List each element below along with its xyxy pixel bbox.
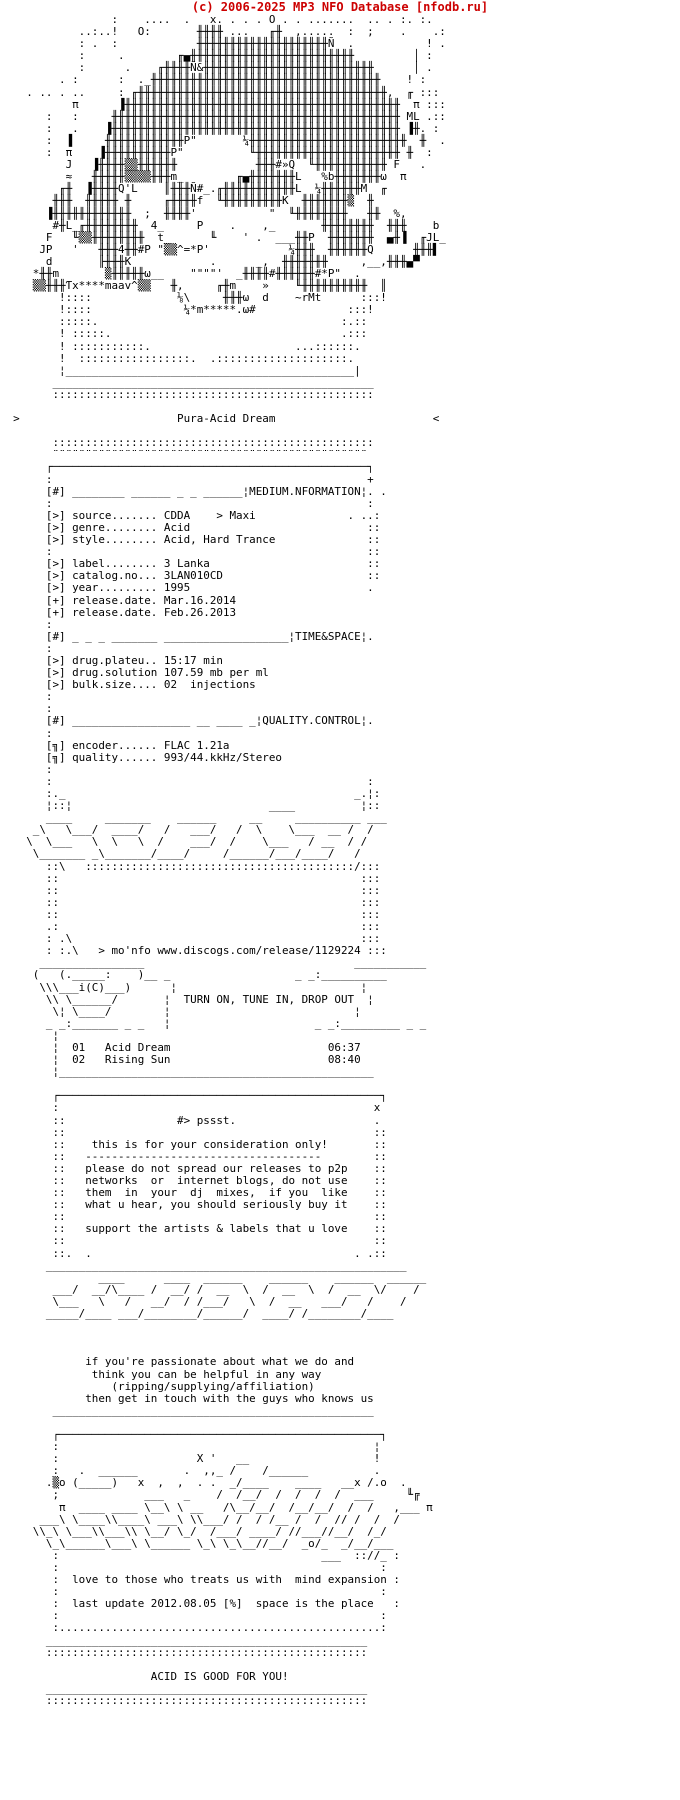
site-header: (c) 2006-2025 MP3 NFO Database [nfodb.ru] bbox=[191, 0, 489, 14]
nfo-ascii-art: : .... . x. . . . O . . ....... .. . :. :. ..:..! O: ╫╫╫╫ ... ╓╫ ,..... : ; . .: : . : ╫╫╫╫╫╫╫╫╫╫╫╫╫╫╫╫╫╫╫╫Ñ . ! . : . ╓▄╫╫╫╫╫╫╫╫╫╫╫╫╫╫╫╫╫╫╫╫╫╫╫╫╫ │ : : . ╓╫╫╫╫Ñ&╫╫╫╫╫╫╫╫╫╫╫╫╫╫╫╫╫╫╫╫╫╫╫╫╫╫ │ . . : : ._╫╫╫╫╫╫╫╫╫╫╫╫╫╫╫╫╫╫╫╫╫╫╫╫╫╫╫╫╫╫╫╫╫╫╫ ! : . .. . .. : ╓╫╫╫╫╫╫╫╫╫╫╫╫╫╫╫╫╫╫╫╫╫╫╫╫╫╫╫╫╫╫╫╫╫╫╫╫╫╫, ╓ ::: π ▐╫╫╫╫╫╫╫╫╫╫╫╫╫╫╫╫╫╫╫╫╫╫╫╫╫╫╫╫╫╫╫╫╫╫╫╫╫╫╫╫╫╫ π ::: : : ╫╫╫╫╫╫╫╫╫╫╫╫╫╫╫╫╫╫╫╫╫╫╫╫╫╫╫╫╫╫╫╫╫╫╫╫╫╫╫╫╫╫╫╫ ML .:: : . ▐╫╫╫╫╫╫╫╫╫╫╫╫╫╫╫╫╫╫╫╫╫╫╫╫╫╫╫╫╫╫╫╫╫╫╫╫╫╫╫╫╫╫╫╫ ▐╫. : : ▐ ╫╫╫╫╫╫╫╫╫╫╫╫P" ¼╫╫╫╫╫╫╫╫╫╫╫╫╫╫╫╫╫╫╫╫╫╫╫╫ ╫ . : π ▐╫╫╫╫╫╫╫╫╫╫P" ╙╫╫╫╫╫╫╫╫╫╫╫╫╫╫╫╫╫╫╫╫╫╫ ╫ : J ▐╫╫╫╫▒▒╫╫╫╫╫╫ ╫╫╫#»Q ╙╫╫╫╫╫╫╫╫╫╫╫ F . ≈ ╫╫╫╫╫▒▒▒▒╫╫╫m_ ╓▄╫╫╫╫╫╫╫L %b╫╫╫╫╫╫╫ω π ╓╫ ▐╫╫╫╫Q'L ║╫╫╫Ñ#_.╓╫╫╫╫╫╫╫╫╫╫╫L ¼╫╫╫╫╫╫M ╓ ╫╫╫ ╫╫╫╫╫ ╫ ╓╫╫╫╫f ╙╫╫╫╫╫╫╫╫╫K ╫╫╫╫╫╫╫▒ ╫ ▐╫╫╫╫╫╫╫╫╫╫╫╫ ; ╫╫╫╫' " ╙╫╫╫╫╫╫╫╫ ╫╫ %, #╫L_╓╫╫╫╫╫╫╫╫ 4_ P . ,_ ╫╫╫╫╫╫╫╫ ╫╫╫ b F ╙▒▒╫╫╫╫╫╫╫╫ t_ ╙ ' . ___╫╫P ╫╫╫╫╫╫╫ ▄╫▐ ╓JL_ JP ' ╫╫╫4╫╫#P "▒▒^=*P' ¼╫╫╫ ╫╫╫╫╫╫Q ╫╫╫▌ d ╟╫╫╫K . _, ╫╫╫╫╫╫╫ ,__,╫╫╫▄▀ *╫╫m ▒╫╫╫╫╫ω__ """"' _╫╫╫╫#╫╫╫╫╫╫#*P" . ▒▒╫╫╫Ƭx****maav^▒▒ ╫, ╓╫m » ╙╫╫╫╫╫╫╫╫╫╫ ║ !:::: ⅛\ ╫╫╫ω d ~rMt :::! !:::: ¼*m*****.ω# :::! :::::. :.:: ! :::::. .::: ! :::::::::::. ...::::::. ! :::::::::::::::::. .::::::::::::::::::::. ¦____________________________________________| _________________________________________________ ::::::::::::::::::::::::::::::::::::::::::::::::: > Pura-Acid Dream < ::::::::::::::::::::::::::::::::::::::::::::::::: ¨¨¨¨¨¨¨¨¨¨¨¨¨¨¨¨¨¨¨¨¨¨¨¨¨¨¨¨¨¨¨¨¨¨¨¨¨¨¨¨¨¨¨¨¨¨¨¨ ┌────────────────────────────────────────────────┐ : + [#] ________ ______ _ _ ______¦MEDIUM.NFORMATION¦. . : : [>] source....... CDDA > Maxi . ..: [>] genre........ Acid :: [>] style........ Acid, Hard Trance :: : :: [>] label........ 3 Lanka :: [>] catalog.no... 3LAN010CD :: [>] year......... 1995 . [+] release.date. Mar.16.2014 [+] release.date. Feb.26.2013 : [#] _ _ _ _______ ___________________¦TIME&SPACE¦. : [>] drug.plateu.. 15:17 min [>] drug.solution 107.59 mb per ml [>] bulk.size.... 02 injections : : [#] __________________ __ ____ _¦QUALITY.CONTROL¦. : [╗] encoder...... FLAC 1.21a [╗] quality...... 993/44.kkHz/Stereo : : : :._ _.¦: ¦::¦ ____ ¦:: ____ _______ ______ __ __________ ___ _\ \___/ ____/ / ___/ / \ \___ __ / / \ \___ \ \ \ / ___/ / \___ / __ / / \_______ _\_______/____/ /______/___/____/ / ::\ :::::::::::::::::::::::::::::::::::::::::/::: :: ::: :: ::: :: ::: :: ::: .: ::: : .\ ::: : :.\ > mo'nfo www.discogs.com/release/1129224 ::: ________________ ___________ ( (._____: )__ _ _ _:__________ \\\___i(C)___) ¦ ¦ \\ \______/ ¦ TURN ON, TUNE IN, DROP OUT ¦ \¦ \____/ ¦ ¦ _ _:_______ _ _ ¦ _ _:_________ _ _ ¦ ¦ 01 Acid Dream 06:37 ¦ 02 Rising Sun 08:40 ¦________________________________________________ ┌─────────────────────────────────────────────────┐ : x :: #> pssst. . :: :: :: this is for your consideration only! :: :: ------------------------------------ :: :: please do not spread our releases to p2p :: :: networks or internet blogs, do not use :: :: them in your dj mixes, if you like :: :: what u hear, you should seriously buy it :: :: :: :: support the artists & labels that u love :: :: :: ::. . . .:: _______________________________________________________ ____ ____ ______ ______ ______ ______ ___/ __/\____ / __/ / __ \ / __ \ / __ \/ / \___ \ / __/ / /___/ \ / __ ___/ / / _____/____ ___/________/______/ ____/ /________/____ if you're passionate about what we do and think you can be helpful in any way (ripping/supplying/affiliation) then get in touch with the guys who knows us _________________________________________________ ┌─────────────────────────────────────────────────┐ : ¦ : X ' __ ! : . ______ . ,,_ / /______ . .▒o (_____) x , , . . _/____ ____ __x /.o . ; ___ _ / /__/ / / / / ___ ╙╔ π ____ ____ \__\ \ __ /\__/__/ /__/__/ / / ,___ π ___\ \____\\____\ ___\ \\___/ / / /__ / / // / / / \\_\ \___\\___\\ \__/ \_/ /___/ ____/ //___//__/ /_/ \_\______\___\ \______ \_\ \_\__//__/ _o/_ _/__/___ : ___ :://_ : : : : love to those who treats us with mind expansion : : : : last update 2012.08.05 [%] space is the place : : : :.................................................: _________________________________________________ ::::::::::::::::::::::::::::::::::::::::::::::::: ACID IS GOOD FOR YOU! _________________________________________________ ::::::::::::::::::::::::::::::::::::::::::::::::: bbox=[13, 13, 446, 1708]
